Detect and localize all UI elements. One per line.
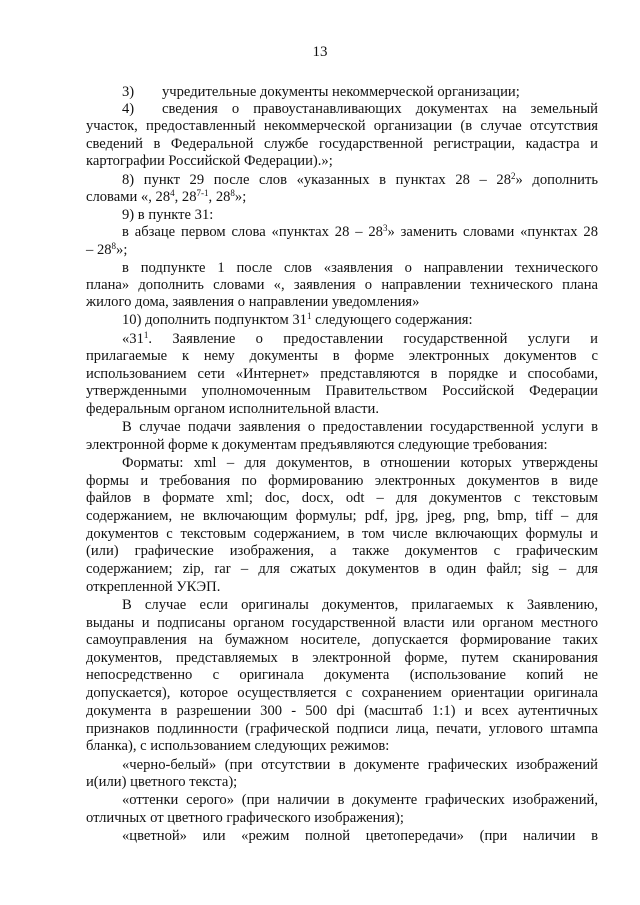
text-line: открепленной УКЭП. <box>86 579 221 595</box>
text-line: в подпункте 1 после слов «заявления о направлении технического <box>122 260 598 276</box>
text-line: В случае подачи заявления о предоставлении государственной услуги в <box>122 419 598 435</box>
text-line: 8) пункт 29 после слов «указанных в пунктах $28 - 28^2$» дополнить <box>122 171 598 188</box>
text-line: «черно-белый» (при отсутствии в документе графических изображений <box>122 757 598 773</box>
page-number: 13 <box>312 44 328 60</box>
text-line: «$31^1$. Заявление о предоставлении государственной услуги и <box>122 330 598 347</box>
text-line: выданы и подписаны органом государственной власти или органом местного <box>86 615 598 631</box>
text-line: использованием сети «Интернет» представляются в порядке и способами, <box>86 366 598 382</box>
text-line: 9) в пункте 31: <box>122 207 214 223</box>
text-line: бланка), с использованием следующих режимов: <box>86 738 390 754</box>
list-item-number: 4) <box>122 101 135 117</box>
text-line: содержанием; zip, rar – для сжатых документов в один файл; sig – для <box>86 561 598 577</box>
text-line: и(или) цветного текста); <box>86 774 238 790</box>
list-item-text: сведения о правоустанавливающих документах на земельный <box>162 101 598 117</box>
text-line: В случае если оригиналы документов, прилагаемых к Заявлению, <box>122 597 598 613</box>
text-line: словами «, $28^4$, 28$^{7-1}$, $28^8$»; <box>86 188 247 205</box>
text-line: самоуправления на бумажном носителе, допускается формирование таких <box>86 632 598 648</box>
text-line: отличных от цветного графического изображения); <box>86 810 404 826</box>
text-line: сведений в Федеральной службе государственной регистрации, кадастра и <box>86 136 598 152</box>
text-line: формы и требования по формированию электронных документов в виде <box>86 473 598 489</box>
text-line: документов, представляемых в электронной форме, путем сканирования <box>86 650 598 666</box>
list-item-number: 3) <box>122 84 135 100</box>
text-line: содержанием, не включающим формулы; pdf, jpg, jpeg, png, bmp, tiff – для <box>86 508 598 524</box>
list-item-text: учредительные документы некоммерческой организации; <box>162 84 520 100</box>
text-line: Форматы: xml – для документов, в отношении которых утверждены <box>122 455 598 471</box>
text-line: – $28^8$»; <box>86 241 128 258</box>
text-line: «цветной» или «режим полной цветопередачи» (при наличии в <box>122 828 598 844</box>
text-line: допускается), которое осуществляется с сохранением ориентации оригинала <box>86 685 598 701</box>
text-line: жилого дома, заявления о направлении уведомления» <box>86 294 420 310</box>
text-line: картографии Российской Федерации).»; <box>86 153 333 169</box>
text-line: документов с текстовым содержанием, в том числе включающих формулы и <box>86 526 598 542</box>
text-line: признаков подлинности (графической подписи лица, печати, углового штампа <box>86 721 598 737</box>
text-line: утвержденными уполномоченным Правительством Российской Федерации <box>86 383 598 399</box>
text-line: прилагаемые к нему документы в форме электронных документов с <box>86 348 598 364</box>
text-line: 10) дополнить подпунктом $31^1$ следующего содержания: <box>122 311 473 328</box>
text-line: «оттенки серого» (при наличии в документе графических изображений, <box>122 792 598 808</box>
text-line: федеральным органом исполнительной власти. <box>86 401 379 417</box>
text-line: непосредственно с оригинала документа (использование копий не <box>86 667 598 683</box>
text-line: электронной форме к документам предъявляются следующие требования: <box>86 437 548 453</box>
text-line: файлов в формате xml; doc, docx, odt – для документов с текстовым <box>86 490 598 506</box>
text-line: (или) графические изображения, а также документов с графическим <box>86 543 598 559</box>
text-line: в абзаце первом слова «пунктах $28 - 28^3$» заменить словами «пунктах 28 <box>122 223 599 240</box>
text-line: плана» дополнить словами «, заявления о направлении технического плана <box>86 277 598 293</box>
text-line: документа в разрешении 300 - 500 dpi (масштаб 1:1) и всех аутентичных <box>86 703 598 719</box>
text-line: участок, предоставленный некоммерческой организации (в случае отсутствия <box>86 118 598 134</box>
